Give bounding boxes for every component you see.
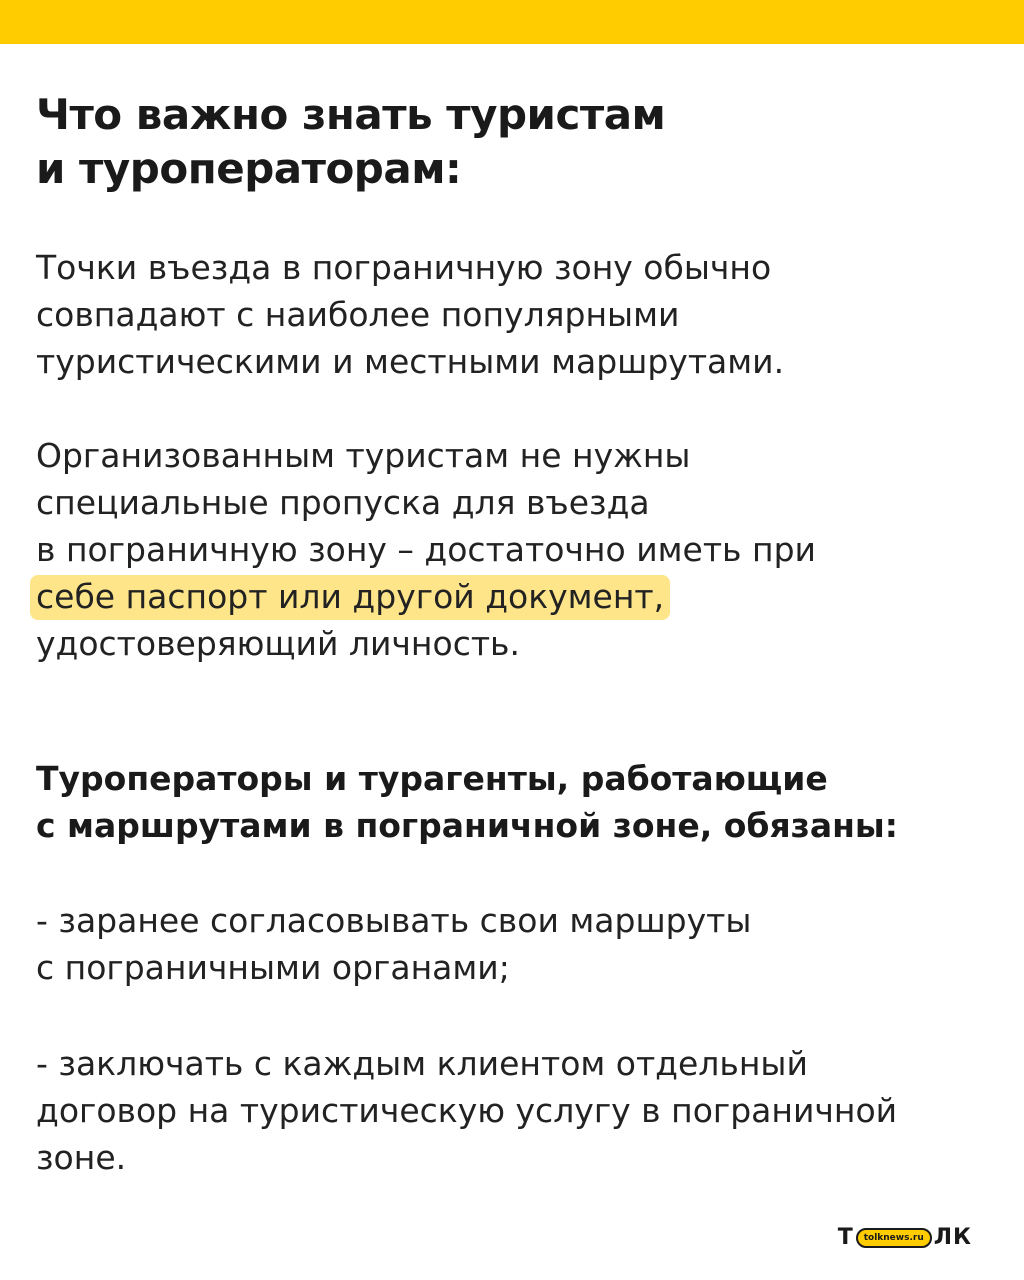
text-line: - заключать с каждым клиентом отдельный bbox=[36, 1044, 808, 1083]
text-line: зоне. bbox=[36, 1138, 127, 1177]
title-line-1: Что важно знать туристам bbox=[36, 90, 666, 139]
list-item-contract bbox=[36, 1040, 986, 1181]
logo-letter: Т bbox=[837, 1225, 854, 1250]
logo-letters: ЛК bbox=[933, 1225, 972, 1250]
text-line: удостоверяющий личность. bbox=[36, 624, 520, 663]
text-line: с пограничными органами; bbox=[36, 948, 510, 987]
text-line: Точки въезда в пограничную зону обычно bbox=[36, 248, 772, 287]
text-line: договор на туристическую услугу в пограничной bbox=[36, 1091, 898, 1130]
paragraph-entry-points bbox=[36, 244, 986, 385]
title-line-2: и туроператорам: bbox=[36, 144, 462, 193]
text-line: туристическими и местными маршрутами. bbox=[36, 342, 785, 381]
page-title bbox=[36, 88, 976, 196]
logo-pill: tolknews.ru bbox=[856, 1228, 932, 1248]
subheading-line: Туроператоры и турагенты, работающие bbox=[36, 759, 828, 798]
highlighted-text: себе паспорт или другой документ, bbox=[30, 575, 670, 620]
subheading-operators bbox=[36, 755, 986, 849]
text-line: в пограничную зону – достаточно иметь при bbox=[36, 530, 816, 569]
list-item-coordinate-routes bbox=[36, 897, 986, 991]
tolk-logo bbox=[838, 1225, 972, 1250]
text-line: специальные пропуска для въезда bbox=[36, 483, 650, 522]
paragraph-organized-tourists bbox=[36, 432, 986, 667]
text-line: - заранее согласовывать свои маршруты bbox=[36, 901, 752, 940]
text-line: Организованным туристам не нужны bbox=[36, 436, 691, 475]
text-line: совпадают с наиболее популярными bbox=[36, 295, 680, 334]
subheading-line: с маршрутами в пограничной зоне, обязаны: bbox=[36, 806, 898, 845]
top-accent-bar bbox=[0, 0, 1024, 44]
